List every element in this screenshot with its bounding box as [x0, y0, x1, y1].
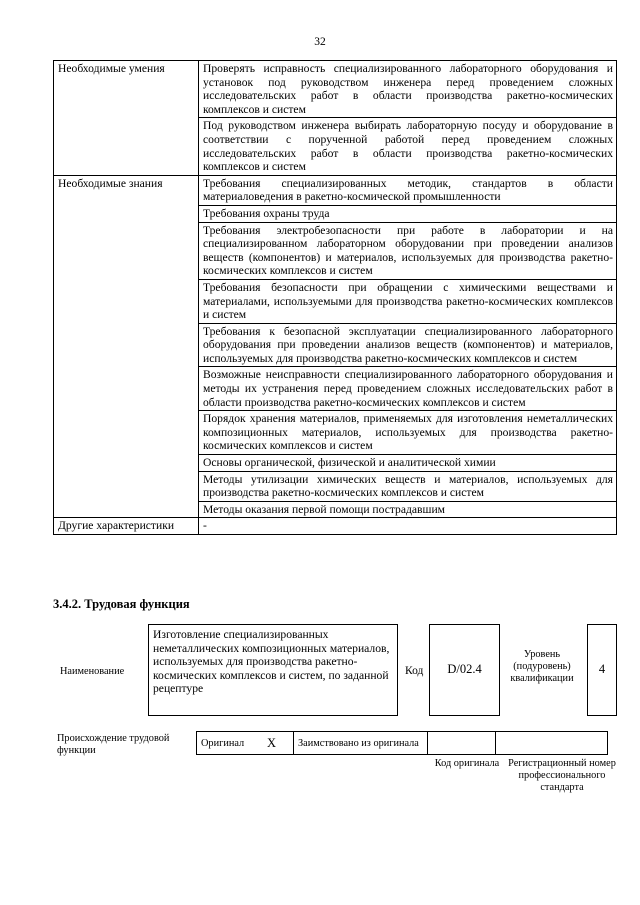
original-mark: X	[263, 732, 294, 755]
knowledge-item: Требования специализированных методик, стандартов в области материаловедения в ракетно-космической промышленности	[199, 175, 617, 205]
function-name: Изготовление специализированных неметаллических композиционных материалов, используемых для производства ракетно-космических комплексов и систем, по заданной рецептуре	[153, 628, 390, 695]
other-label: Другие характеристики	[54, 518, 199, 535]
section-title: 3.4.2. Трудовая функция	[53, 597, 190, 611]
table-row	[54, 175, 617, 205]
requirements-table	[53, 60, 617, 535]
skill-item: Проверять исправность специализированного лабораторного оборудования и установок под руководством инженера перед проведением сложных исследовательских работ в области производства ракетно-космических комплексов и систем	[199, 61, 617, 118]
table-row	[54, 518, 617, 535]
reg-number-cell	[496, 732, 608, 755]
level-label: Уровень (подуровень) квалификации	[510, 649, 574, 684]
code-value: D/02.4	[447, 662, 482, 676]
code-label: Код	[405, 665, 424, 677]
knowledge-item: Возможные неисправности специализированного лабораторного оборудования и методы их устранения перед проведением сложных исследовательских работ в области производства ракетно-космических комплексов и систем	[199, 367, 617, 411]
knowledge-item: Методы оказания первой помощи пострадавшим	[199, 501, 617, 518]
level-value: 4	[598, 662, 606, 676]
code-original-label: Код оригинала	[434, 758, 500, 769]
reg-number-label: Регистрационный номер профессионального стандарта	[508, 758, 616, 793]
table-row	[54, 61, 617, 118]
name-value-box	[148, 624, 398, 716]
original-label: Оригинал	[197, 732, 264, 755]
knowledge-item: Требования к безопасной эксплуатации специализированного лабораторного оборудования при проведении анализов веществ (компонентов) и материалов, используемых для производства ракетно-космических комплексов и систем	[199, 323, 617, 367]
knowledge-item: Основы органической, физической и аналитической химии	[199, 455, 617, 472]
code-original-cell	[428, 732, 496, 755]
origin-label: Происхождение трудовой функции	[57, 733, 170, 756]
knowledge-label: Необходимые знания	[54, 175, 199, 518]
page-number: 32	[314, 36, 326, 48]
other-value: -	[199, 518, 617, 535]
code-value-box	[429, 624, 500, 716]
knowledge-item: Требования охраны труда	[199, 205, 617, 222]
knowledge-item: Методы утилизации химических веществ и материалов, используемых для производства ракетно-космических комплексов и систем	[199, 471, 617, 501]
origin-table	[196, 731, 608, 755]
level-value-box	[587, 624, 617, 716]
table-row	[197, 732, 608, 755]
name-label: Наименование	[60, 666, 125, 677]
skill-item: Под руководством инженера выбирать лабораторную посуду и оборудование в соответствии с порученной работой перед проведением сложных исследовательских работ в области производства ракетно-космических комплексов и систем	[199, 118, 617, 175]
knowledge-item: Порядок хранения материалов, применяемых для изготовления неметаллических композиционных материалов, используемых для производства ракетно-космических комплексов и систем	[199, 411, 617, 455]
knowledge-item: Требования безопасности при обращении с химическими веществами и материалами, используемыми для производства ракетно-космических комплексов и систем	[199, 279, 617, 323]
knowledge-item: Требования электробезопасности при работе в лаборатории и на специализированном лабораторном оборудовании при проведении анализов веществ (компонентов) и материалов, используемых для производства ракетно-космических комплексов и систем	[199, 222, 617, 279]
borrowed-label: Заимствовано из оригинала	[294, 732, 428, 755]
skills-label: Необходимые умения	[54, 61, 199, 176]
